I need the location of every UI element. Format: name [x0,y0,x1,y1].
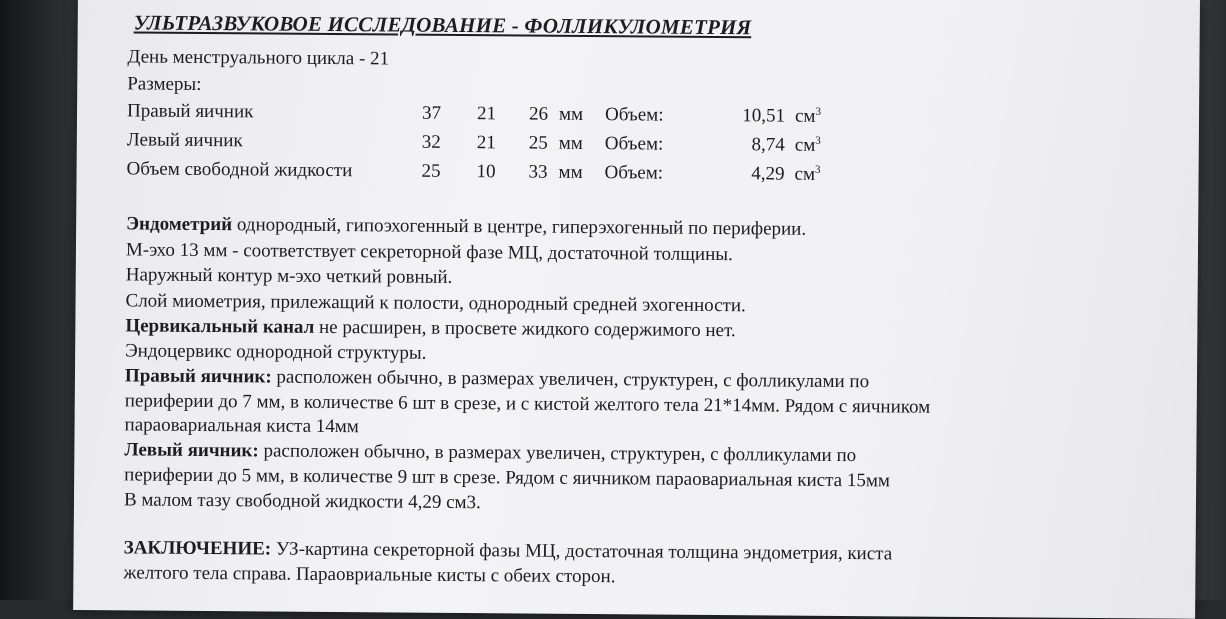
m-echo-line: М-эхо 13 мм - соответствует секреторной фазе МЦ, достаточной толщины. [125,239,733,266]
conclusion-text-1: УЗ-картина секреторной фазы МЦ, достаточная толщина эндометрия, киста [271,538,893,565]
endometrium-line [126,213,806,240]
endometrium-text: однородный, гипоэхогенный в центре, гиперэхогенный по периферии. [232,214,807,240]
volume-value: 4,29 [751,163,785,185]
right-ovary-label: Правый яичник: [124,365,272,388]
left-ovary-text: расположен обычно, в размерах увеличен, структурен, с фолликулами по [258,440,857,467]
dimension-1: 25 [421,160,441,182]
right-ovary-line-2: периферии до 7 мм, в количестве 6 шт в срезе, и с кистой желтого тела 21*14мм. Рядом с яичником [124,390,931,418]
free-fluid-line: В малом тазу свободной жидкости 4,29 см3. [123,489,481,514]
volume-label: Объем: [604,104,664,126]
measurement-row [126,158,926,190]
volume-label: Объем: [604,133,664,155]
right-ovary-line-3: параовариальная киста 14мм [124,414,359,438]
cervical-text: не расширен, в просвете жидкого содержимого нет. [314,316,736,342]
right-ovary-line-1 [125,365,869,393]
report-document [73,0,1200,619]
conclusion-label: ЗАКЛЮЧЕНИЕ: [123,537,272,560]
dimension-3: 33 [528,161,548,183]
left-ovary-label: Левый яичник: [124,439,259,462]
report-title: УЛЬТРАЗВУКОВОЕ ИССЛЕДОВАНИЕ - ФОЛЛИКУЛОМЕТРИЯ [133,10,752,40]
myometrium-line: Слой миометрия, прилежащий к полости, однородный средней эхогенности. [125,290,746,317]
dimension-unit: мм [558,132,583,154]
volume-unit: $см^3$ [794,134,821,156]
measurement-row [127,129,927,161]
left-ovary-line-1 [124,439,856,467]
volume-label: Объем: [604,162,664,184]
volume-unit: $см^3$ [794,163,821,185]
sizes-label: Размеры: [127,73,202,95]
measurement-label: Правый яичник [126,100,254,123]
cervical-label: Цервикальный канал [125,315,315,338]
dimension-3: 26 [528,103,549,125]
dimension-unit: мм [558,161,583,183]
dimension-3: 25 [528,132,548,154]
volume-value: 10,51 [742,105,786,127]
paper-sheet [73,0,1200,619]
dimension-2: 21 [476,132,496,154]
left-ovary-line-2: периферии до 5 мм, в количестве 9 шт в срезе. Рядом с яичником параовариальная киста 15мм [124,464,891,492]
endometrium-label: Эндометрий [126,213,233,236]
contour-line: Наружный контур м-эхо четкий ровный. [125,264,453,288]
dimension-2: 21 [476,103,497,125]
conclusion-line-1 [124,537,893,565]
endocervix-line: Эндоцервикс однородной структуры. [125,340,427,364]
dimension-2: 10 [476,161,496,183]
cycle-day: День менструального цикла - 21 [127,46,390,70]
cervical-line [125,315,735,342]
volume-value: 8,74 [751,134,785,156]
measurement-label: Объем свободной жидкости [126,158,353,182]
dimension-1: 32 [421,131,441,153]
dimension-1: 37 [421,102,442,124]
measurement-row [127,100,927,132]
conclusion-line-2: желтого тела справа. Параовриальные кисты с обеих сторон. [123,562,616,588]
measurement-label: Левый яичник [126,129,243,152]
volume-unit: $см^3$ [794,105,822,127]
dimension-unit: мм [558,103,584,125]
right-ovary-text: расположен обычно, в размерах увеличен, структурен, с фолликулами по [271,366,870,393]
